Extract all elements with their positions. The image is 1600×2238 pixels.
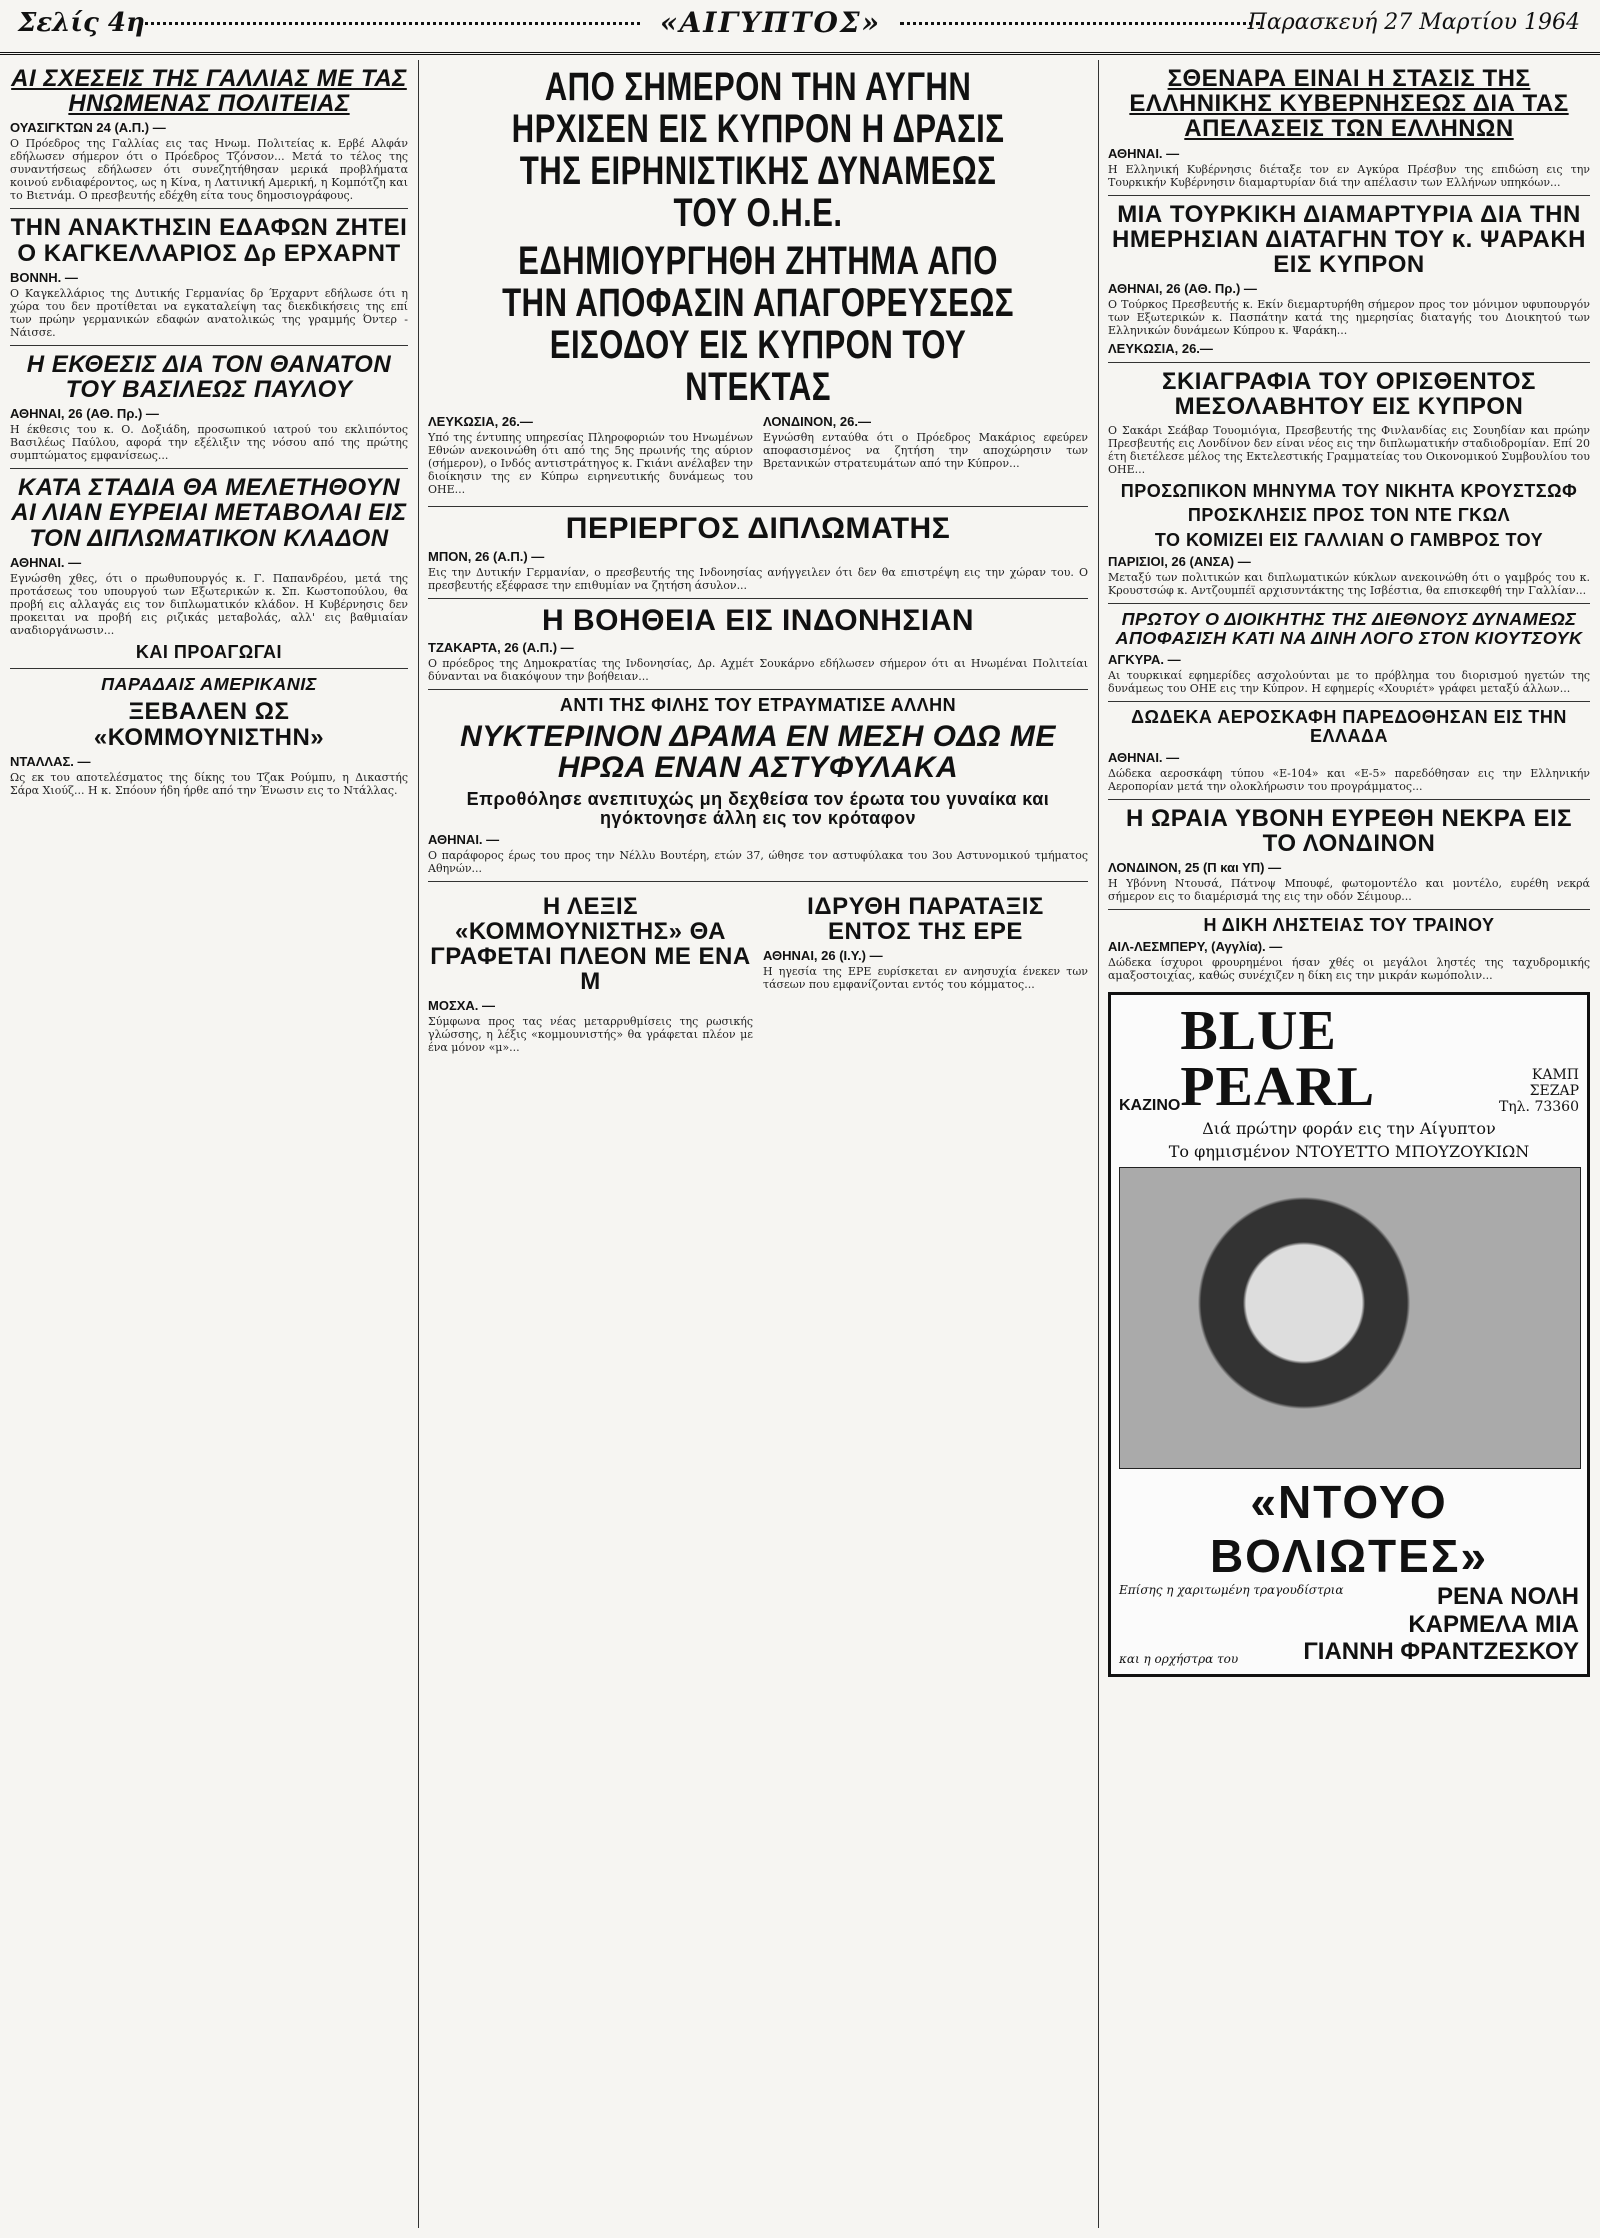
divider <box>428 506 1088 507</box>
article-text: Μεταξύ των πολιτικών και διπλωματικών κύκλων ανεκοινώθη ότι ο γαμβρός του κ. Κρουστσώφ κ. Αντζουμπέϊ αρχισυντάκτης της Ισβέστια, θα επισκεφθή την Γαλλίαν... <box>1108 571 1590 598</box>
ad-casino-label: ΚΑΖΙΝΟ <box>1119 1097 1181 1114</box>
article-text: Υπό της έντυπης υπηρεσίας Πληροφοριών του Ηνωμένων Εθνών ανεκοινώθη ότι από της 5ης πρωινής της αύριον (σήμερον), ο Ινδός αντιστράτηγος κ. Γκιάνι ανέλαβεν την διοίκησιν της εν Κύπρω ειρηνευτικής δυνάμεως του ΟΗΕ... <box>428 431 753 496</box>
ad-credits <box>1119 1583 1579 1638</box>
ad-ref <box>1493 1067 1579 1115</box>
ad-header <box>1119 1000 1579 1118</box>
headline: Η ΛΕΞΙΣ «ΚΟΜΜΟΥΝΙΣΤΗΣ» ΘΑ ΓΡΑΦΕΤΑΙ ΠΛΕΟΝ ΜΕ ΕΝΑ Μ <box>430 892 751 996</box>
article-text: Ο Σακάρι Σεάβαρ Τουομιόγια, Πρεσβευτής της Φινλανδίας εις Σουηδίαν και πρώην Πρεσβευτής εις Λονδίνον δεν είναι νέος εις την διπλωματικήν σταδιοδρομίαν. Επί 20 έτη διετέλεσε μέλος της Εκτελεστικής Γραμματείας του Οικονομικού Συμβουλίου του ΟΗΕ... <box>1108 423 1590 476</box>
headline: ΣΘΕΝΑΡΑ ΕΙΝΑΙ Η ΣΤΑΣΙΣ ΤΗΣ ΕΛΛΗΝΙΚΗΣ ΚΥΒΕΡΝΗΣΕΩΣ ΔΙΑ ΤΑΣ ΑΠΕΛΑΣΕΙΣ ΤΩΝ ΕΛΛΗΝΩΝ <box>1129 65 1569 143</box>
article-text: Δώδεκα ίσχυροι φρουρημένοι ήσαν χθές οι μεγάλοι ληστές της ταχυδρομικής αμαξοστοιχίας, καθώς συνέχιζεν η δίκη εις την μικράν κωμόπολιν... <box>1108 956 1590 982</box>
dateline: ΒΟΝΝΗ. — <box>10 269 78 285</box>
headline: ΞΕΒΑΛΕΝ ΩΣ «ΚΟΜΜΟΥΝΙΣΤΗΝ» <box>93 698 325 751</box>
ad-credits-bottom <box>1119 1638 1579 1666</box>
headline: ΚΑΤΑ ΣΤΑΔΙΑ ΘΑ ΜΕΛΕΤΗΘΟΥΝ ΑΙ ΛΙΑΝ ΕΥΡΕΙΑΙ ΜΕΤΑΒΟΛΑΙ ΕΙΣ ΤΟΝ ΔΙΠΛΩΜΑΤΙΚΟΝ ΚΛΑΔΟΝ <box>11 474 407 552</box>
article-text: Ως εκ του αποτελέσματος της δίκης του Τζακ Ρούμπυ, η Δικαστής Σάρα Χιούζ... Η κ. Σπόουν ήδη ήρθε από την Ένωσιν εις το Ντάλλας. <box>10 770 408 797</box>
dateline: ΛΟΝΔΙΝΟΝ, 26.— <box>763 414 871 429</box>
ad-tagline2: Το φημισμένον ΝΤΟΥΕΤΤΟ ΜΠΟΥΖΟΥΚΙΩΝ <box>1168 1142 1530 1161</box>
headline: ΔΩΔΕΚΑ ΑΕΡΟΣΚΑΦΗ ΠΑΡΕΔΟΘΗΣΑΝ ΕΙΣ ΤΗΝ ΕΛΛΑΔΑ <box>1131 706 1567 746</box>
headline: ΙΔΡΥΘΗ ΠΑΡΑΤΑΞΙΣ ΕΝΤΟΣ ΤΗΣ ΕΡΕ <box>807 892 1044 945</box>
column-center <box>428 60 1088 2228</box>
article-text: Εγνώσθη ενταύθα ότι ο Πρόεδρος Μακάριος εφεύρεν αποφασισμένος να ζητήση την αποχώρησιν των Βρετανικών στρατευμάτων από την Κύπρον... <box>763 431 1088 470</box>
ad-tagline1: Διά πρώτην φοράν εις την Αίγυπτον <box>1202 1119 1496 1138</box>
article-text: Σύμφωνα προς τας νέας μεταρρυθμίσεις της ρωσικής γλώσσης, η λέξις «κομμουνιστής» θα γράφεται πλέον με ένα μόνον «μ»... <box>428 1015 753 1055</box>
dateline: ΑΘΗΝΑΙ. — <box>10 554 82 570</box>
divider <box>428 881 1088 882</box>
headline: ΠΕΡΙΕΡΓΟΣ ΔΙΠΛΩΜΑΤΗΣ <box>565 512 951 545</box>
dateline: ΟΥΑΣΙΓΚΤΩΝ 24 (Α.Π.) — <box>10 120 166 136</box>
divider <box>1108 701 1590 702</box>
masthead-dots-right <box>900 22 1260 25</box>
paper-name: «ΑΙΓΥΠΤΟΣ» <box>660 6 882 39</box>
subheadline: ΤΟ ΚΟΜΙΖΕΙ ΕΙΣ ΓΑΛΛΙΑΝ Ο ΓΑΜΒΡΟΣ ΤΟΥ <box>1154 530 1544 551</box>
column-rule <box>418 60 419 2228</box>
subheadline: ΠΡΟΣΚΛΗΣΙΣ ΠΡΟΣ ΤΟΝ ΝΤΕ ΓΚΩΛ <box>1187 505 1511 526</box>
divider <box>10 345 408 346</box>
headline: ΝΥΚΤΕΡΙΝΟΝ ΔΡΑΜΑ ΕΝ ΜΕΣΗ ΟΔΩ ΜΕ ΗΡΩΑ ΕΝΑΝ ΑΣΤΥΦΥΛΑΚΑ <box>460 719 1056 785</box>
headline: ΜΙΑ ΤΟΥΡΚΙΚΗ ΔΙΑΜΑΡΤΥΡΙΑ ΔΙΑ ΤΗΝ ΗΜΕΡΗΣΙΑΝ ΔΙΑΤΑΓΗΝ ΤΟΥ κ. ΨΑΡΑΚΗ ΕΙΣ ΚΥΠΡΟΝ <box>1111 200 1586 278</box>
lead-story-part-b <box>763 412 1088 500</box>
headline: Η ΕΚΘΕΣΙΣ ΔΙΑ ΤΟΝ ΘΑΝΑΤΟΝ ΤΟΥ ΒΑΣΙΛΕΩΣ ΠΑΥΛΟΥ <box>26 350 392 403</box>
divider <box>428 598 1088 599</box>
article-text: Η ηγεσία της ΕΡΕ ευρίσκεται εν ανησυχία ένεκεν των τάσεων που εμφανίζονται εντός του κόμματος... <box>763 965 1088 992</box>
issue-date: Παρασκευή 27 Μαρτίου 1964 <box>1247 10 1580 35</box>
dateline: ΑΘΗΝΑΙ. — <box>1108 145 1180 161</box>
dateline: ΠΑΡΙΣΙΟΙ, 26 (ΑΝΣΑ) — <box>1108 554 1251 570</box>
dateline: ΑΘΗΝΑΙ, 26 (ΑΘ. Πρ.) — <box>1108 281 1257 297</box>
dateline: ΝΤΑΛΛΑΣ. — <box>10 753 91 769</box>
divider <box>1108 195 1590 196</box>
article-text: Ο Τούρκος Πρεσβευτής κ. Εκίν διεμαρτυρήθη σήμερον προς τον μόνιμον υφυπουργόν των Εξωτερικών κ. Πασπάτην κατά της ημερησίας διαταγής του Διοικητού των Ελληνικών δυνάμεων Κύπρου κ. Ψαράκη... <box>1108 298 1590 338</box>
dateline: ΜΟΣΧΑ. — <box>428 998 496 1014</box>
ere-story <box>763 888 1088 1059</box>
article-text: Ο πρόεδρος της Δημοκρατίας της Ινδονησίας, Δρ. Αχμέτ Σουκάρνο εδήλωσεν σήμερον ότι αι Ηνωμέναι Πολιτείαι δύνανται να διακόψουν την βοήθειαν... <box>428 657 1088 683</box>
dateline: ΑΘΗΝΑΙ. — <box>428 831 500 847</box>
lead-story-part-a <box>428 412 753 500</box>
article-text: Η Υβόννη Ντουσά, Πάτνοψ Μπουφέ, φωτομοντέλο και μοντέλο, ευρέθη νεκρά σήμερον εις το διαμέρισμά της εις την οδόν Σέιμουρ... <box>1108 877 1590 904</box>
column-right <box>1108 60 1590 2228</box>
column-rule <box>1098 60 1099 2228</box>
divider <box>10 208 408 209</box>
column-left <box>10 60 408 2228</box>
headline: ΠΡΩΤΟΥ Ο ΔΙΟΙΚΗΤΗΣ ΤΗΣ ΔΙΕΘΝΟΥΣ ΔΥΝΑΜΕΩΣ ΑΠΟΦΑΣΙΣΗ ΚΑΤΙ ΝΑ ΔΙΝΗ ΛΟΓΟ ΣΤΟΝ ΚΙΟΥΤΣΟΥΚ <box>1115 609 1583 649</box>
lead-headline: ΑΠΟ ΣΗΜΕΡΟΝ ΤΗΝ ΑΥΓΗΝ ΗΡΧΙΣΕΝ ΕΙΣ ΚΥΠΡΟΝ Η ΔΡΑΣΙΣ ΤΗΣ ΕΙΡΗΝΙΣΤΙΚΗΣ ΔΥΝΑΜΕΩΣ ΤΟΥ Ο.Η.Ε. <box>511 65 1005 235</box>
subheadline: ΠΡΟΣΩΠΙΚΟΝ ΜΗΝΥΜΑ ΤΟΥ ΝΙΚΗΤΑ ΚΡΟΥΣΤΣΩΦ <box>1120 480 1578 501</box>
divider <box>10 668 408 669</box>
headline: Η ΔΙΚΗ ΛΗΣΤΕΙΑΣ ΤΟΥ ΤΡΑΙΝΟΥ <box>1203 915 1495 936</box>
divider <box>10 468 408 469</box>
dateline: ΤΖΑΚΑΡΤΑ, 26 (Α.Π.) — <box>428 640 574 655</box>
article-text: Εις την Δυτικήν Γερμανίαν, ο πρεσβευτής της Ινδονησίας ανήγγειλεν ότι δεν θα επιστρέψη εις την χώραν του. Ο πρεσβευτής εξέφρασε την επιθυμίαν να ζητήση άσυλον... <box>428 565 1088 592</box>
divider <box>1108 362 1590 363</box>
ad-sub: Επίσης η χαριτωμένη τραγουδίστρια <box>1119 1583 1344 1597</box>
masthead-bar <box>0 0 1600 55</box>
masthead-dots-left <box>140 22 640 25</box>
article-text: Η έκθεσις του κ. Ο. Δοξιάδη, προσωπικού ιατρού του εκλιπόντος Βασιλέως Παύλου, αφορά την εξέλιξιν της νόσου από της πρώτης συμπτώματος εμφανίσεως... <box>10 423 408 463</box>
ad-name2: ΚΑΡΜΕΛΑ ΜΙΑ <box>1408 1610 1579 1638</box>
dateline: ΛΟΝΔΙΝΟΝ, 25 (Π και ΥΠ) — <box>1108 860 1282 876</box>
headline: Η ΩΡΑΙΑ ΥΒΟΝΗ ΕΥΡΕΘΗ ΝΕΚΡΑ ΕΙΣ ΤΟ ΛΟΝΔΙΝΟΝ <box>1125 804 1573 857</box>
article-text: Ο παράφορος έρως του προς την Νέλλυ Βουτέρη, ετών 37, ώθησε τον αστυφύλακα του 3ου Αστυνομικού τμήματος Αθηνών... <box>428 848 1088 875</box>
ad-show-title: «ΝΤΟΥΟ ΒΟΛΙΩΤΕΣ» <box>1209 1476 1489 1582</box>
ad-ref-line1: ΚΑΜΠ ΣΕΖΑΡ <box>1529 1067 1579 1099</box>
headline: Η ΒΟΗΘΕΙΑ ΕΙΣ ΙΝΔΟΝΗΣΙΑΝ <box>541 603 975 637</box>
dateline: ΑΘΗΝΑΙ. — <box>1108 749 1180 765</box>
divider <box>1108 603 1590 604</box>
ad-ref-line2: Τηλ. 73360 <box>1498 1099 1579 1115</box>
headline: ΣΚΙΑΓΡΑΦΙΑ ΤΟΥ ΟΡΙΣΘΕΝΤΟΣ ΜΕΣΟΛΑΒΗΤΟΥ ΕΙΣ ΚΥΠΡΟΝ <box>1162 368 1536 421</box>
article-text: Η Ελληνική Κυβέρνησις διέταξε τον εν Αγκύρα Πρέσβυν της επιδώση εις την Τουρκικήν Κυβέρνησιν διαμαρτυρίαν διά την απέλασιν των Ελλήνων υπηκόων... <box>1108 162 1590 189</box>
ad-name3: ΓΙΑΝΝΗ ΦΡΑΝΤΖΕΣΚΟΥ <box>1303 1638 1579 1666</box>
divider <box>1108 799 1590 800</box>
article-text: Δώδεκα αεροσκάφη τύπου «Ε-104» και «Ε-5» παρεδόθησαν εις την Ελληνικήν Αεροπορίαν μετά την ολοκλήρωσιν του προγράμματος... <box>1108 766 1590 793</box>
ad-brand: BLUE PEARL <box>1180 1000 1376 1118</box>
lead-subheadline: ΕΔΗΜΙΟΥΡΓΗΘΗ ΖΗΤΗΜΑ ΑΠΟ ΤΗΝ ΑΠΟΦΑΣΙΝ ΑΠΑΓΟΡΕΥΣΕΩΣ ΕΙΣΟΔΟΥ ΕΙΣ ΚΥΠΡΟΝ ΤΟΥ ΝΤΕΚΤΑΣ <box>502 239 1014 409</box>
headline: ΑΙ ΣΧΕΣΕΙΣ ΤΗΣ ΓΑΛΛΙΑΣ ΜΕ ΤΑΣ ΗΝΩΜΕΝΑΣ ΠΟΛΙΤΕΙΑΣ <box>11 65 407 118</box>
kicker: ΠΑΡΑΔΑΙΣ ΑΜΕΡΙΚΑΝΙΣ <box>101 673 317 694</box>
dateline: ΛΕΥΚΩΣΙΑ, 26.— <box>428 414 533 429</box>
dateline: ΑΓΚΥΡΑ. — <box>1108 651 1181 667</box>
divider <box>1108 909 1590 910</box>
dateline: ΛΕΥΚΩΣΙΑ, 26.— <box>1108 341 1213 357</box>
subheadline: ΚΑΙ ΠΡΟΑΓΩΓΑΙ <box>135 641 283 662</box>
casino-advertisement <box>1108 992 1590 1677</box>
headline: ΤΗΝ ΑΝΑΚΤΗΣΙΝ ΕΔΑΦΩΝ ΖΗΤΕΙ Ο ΚΑΓΚΕΛΛΑΡΙΟΣ Δρ ΕΡΧΑΡΝΤ <box>10 214 408 267</box>
kicker: ΑΝΤΙ ΤΗΣ ΦΙΛΗΣ ΤΟΥ ΕΤΡΑΥΜΑΤΙΣΕ ΑΛΛΗΝ <box>559 695 957 715</box>
lead-story-columns <box>428 412 1088 500</box>
ad-names <box>1408 1583 1579 1638</box>
dateline: ΜΠΟΝ, 26 (Α.Π.) — <box>428 548 545 564</box>
article-text: Εγνώσθη χθες, ότι ο πρωθυπουργός κ. Γ. Παπανδρέου, μετά της προτάσεως του υπουργού των Εξωτερικών κ. Σπ. Κωστοπούλου, θα προβή εις αλλαγάς εις τον διπλωματικόν κλάδον. Η Κυβέρνησις δεν προκειται να προβή εις ριζικάς μεταβολάς, αλλ' εις βαθμιαίαν αναδιοργάνωσιν... <box>10 571 408 637</box>
article-text: Αι τουρκικαί εφημερίδες ασχολούνται με το πρόβλημα του διορισμού ηγετών της δυνάμεως του ΟΗΕ εις την Κύπρον. Η εφημερίς «Χουριέτ» γράφει μεταξύ άλλων... <box>1108 668 1590 695</box>
ad-photo <box>1119 1167 1581 1469</box>
komm-story <box>428 888 753 1059</box>
ad-sub2: και η ορχήστρα του <box>1119 1651 1239 1666</box>
article-text: Ο Πρόεδρος της Γαλλίας εις τας Ηνωμ. Πολιτείας κ. Ερβέ Αλφάν εδήλωσεν σήμερον ότι ο Πρόεδρος Τζόνσον... Μετά το τέλος της συναντήσεως εδήλωσεν ότι συνεζητήθησαν μερικά προβλήματα κοινού ενδιαφέροντος, ως η Κίνα, η Λατινική Αμερική, η Κομπότζη και το Βιετνάμ. Ο πρεσβευτής εδέχθη είτα τους δημοσιογράφους. <box>10 137 408 203</box>
divider <box>428 689 1088 690</box>
ad-name1: ΡΕΝΑ ΝΟΛΗ <box>1436 1583 1579 1610</box>
dateline: ΑΘΗΝΑΙ, 26 (Ι.Υ.) — <box>763 948 883 964</box>
dateline: ΑΙΛ-ΛΕΣΜΠΕΡΥ, (Αγγλία). — <box>1108 939 1283 954</box>
dateline: ΑΘΗΝΑΙ, 26 (ΑΘ. Πρ.) — <box>10 406 159 422</box>
lede: Επροθόλησε ανεπιτυχώς μη δεχθείσα τον έρωτα του γυναίκα και ηγόκτονησε άλλη εις τον κρόταφον <box>466 788 1050 828</box>
article-text: Ο Καγκελλάριος της Δυτικής Γερμανίας δρ Έρχαρντ εδήλωσε ότι η χώρα του δεν προτίθεται να εγκαταλείψη τας διεκδικήσεις της επί των πρώην γερμανικών εδαφών ανατολικώς της γραμμής Όντερ - Νάισσε. <box>10 286 408 339</box>
page-label: Σελίς 4η <box>18 8 145 38</box>
bottom-stories <box>428 888 1088 1059</box>
